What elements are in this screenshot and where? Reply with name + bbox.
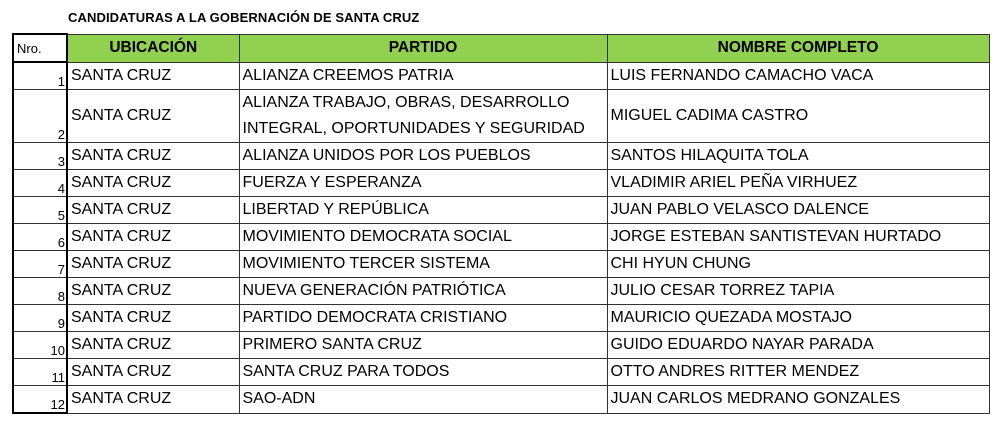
cell-nombre: JORGE ESTEBAN SANTISTEVAN HURTADO	[607, 224, 989, 251]
cell-ubicacion: SANTA CRUZ	[67, 170, 239, 197]
cell-nombre: GUIDO EDUARDO NAYAR PARADA	[607, 332, 989, 359]
cell-nro: 9	[13, 305, 67, 332]
cell-ubicacion: SANTA CRUZ	[67, 62, 239, 90]
cell-ubicacion: SANTA CRUZ	[67, 224, 239, 251]
cell-nombre: JUAN PABLO VELASCO DALENCE	[607, 197, 989, 224]
table-header-row	[13, 34, 989, 62]
header-partido: PARTIDO	[239, 34, 607, 62]
cell-nombre: OTTO ANDRES RITTER MENDEZ	[607, 359, 989, 386]
cell-nombre: SANTOS HILAQUITA TOLA	[607, 143, 989, 170]
page-title: CANDIDATURAS A LA GOBERNACIÓN DE SANTA CRUZ	[68, 10, 420, 25]
candidates-table	[12, 33, 990, 414]
table-row	[13, 62, 989, 90]
cell-ubicacion: SANTA CRUZ	[67, 386, 239, 414]
cell-nombre: LUIS FERNANDO CAMACHO VACA	[607, 62, 989, 90]
cell-ubicacion: SANTA CRUZ	[67, 90, 239, 143]
cell-nro: 2	[13, 90, 67, 143]
cell-nro: 4	[13, 170, 67, 197]
cell-partido: ALIANZA CREEMOS PATRIA	[239, 62, 607, 90]
header-nombre: NOMBRE COMPLETO	[607, 34, 989, 62]
cell-nro: 12	[13, 386, 67, 414]
cell-nombre: JULIO CESAR TORREZ TAPIA	[607, 278, 989, 305]
cell-partido: ALIANZA UNIDOS POR LOS PUEBLOS	[239, 143, 607, 170]
cell-ubicacion: SANTA CRUZ	[67, 197, 239, 224]
cell-ubicacion: SANTA CRUZ	[67, 143, 239, 170]
table-row	[13, 386, 989, 414]
table-row	[13, 305, 989, 332]
header-ubicacion: UBICACIÓN	[67, 34, 239, 62]
cell-ubicacion: SANTA CRUZ	[67, 332, 239, 359]
cell-partido: LIBERTAD Y REPÚBLICA	[239, 197, 607, 224]
cell-nro: 8	[13, 278, 67, 305]
cell-nro: 10	[13, 332, 67, 359]
cell-nombre: VLADIMIR ARIEL PEÑA VIRHUEZ	[607, 170, 989, 197]
cell-partido: PRIMERO SANTA CRUZ	[239, 332, 607, 359]
cell-nro: 1	[13, 62, 67, 90]
cell-nombre: MIGUEL CADIMA CASTRO	[607, 90, 989, 143]
table-row	[13, 170, 989, 197]
cell-partido: FUERZA Y ESPERANZA	[239, 170, 607, 197]
table-row	[13, 224, 989, 251]
cell-nro: 5	[13, 197, 67, 224]
table-row	[13, 359, 989, 386]
table-row	[13, 332, 989, 359]
cell-partido: SAO-ADN	[239, 386, 607, 414]
table-row	[13, 143, 989, 170]
cell-nro: 6	[13, 224, 67, 251]
cell-partido: ALIANZA TRABAJO, OBRAS, DESARROLLO INTEGRAL, OPORTUNIDADES Y SEGURIDAD	[239, 90, 607, 143]
cell-ubicacion: SANTA CRUZ	[67, 305, 239, 332]
cell-nro: 7	[13, 251, 67, 278]
cell-nombre: MAURICIO QUEZADA MOSTAJO	[607, 305, 989, 332]
table-row	[13, 251, 989, 278]
cell-nombre: CHI HYUN CHUNG	[607, 251, 989, 278]
table-row	[13, 278, 989, 305]
cell-partido: SANTA CRUZ PARA TODOS	[239, 359, 607, 386]
cell-nombre: JUAN CARLOS MEDRANO GONZALES	[607, 386, 989, 414]
header-nro: Nro.	[13, 34, 67, 62]
cell-partido: MOVIMIENTO TERCER SISTEMA	[239, 251, 607, 278]
cell-partido: NUEVA GENERACIÓN PATRIÓTICA	[239, 278, 607, 305]
cell-nro: 11	[13, 359, 67, 386]
cell-partido: PARTIDO DEMOCRATA CRISTIANO	[239, 305, 607, 332]
cell-nro: 3	[13, 143, 67, 170]
table-row	[13, 197, 989, 224]
cell-ubicacion: SANTA CRUZ	[67, 251, 239, 278]
cell-partido: MOVIMIENTO DEMOCRATA SOCIAL	[239, 224, 607, 251]
cell-ubicacion: SANTA CRUZ	[67, 278, 239, 305]
table-row	[13, 90, 989, 143]
cell-ubicacion: SANTA CRUZ	[67, 359, 239, 386]
